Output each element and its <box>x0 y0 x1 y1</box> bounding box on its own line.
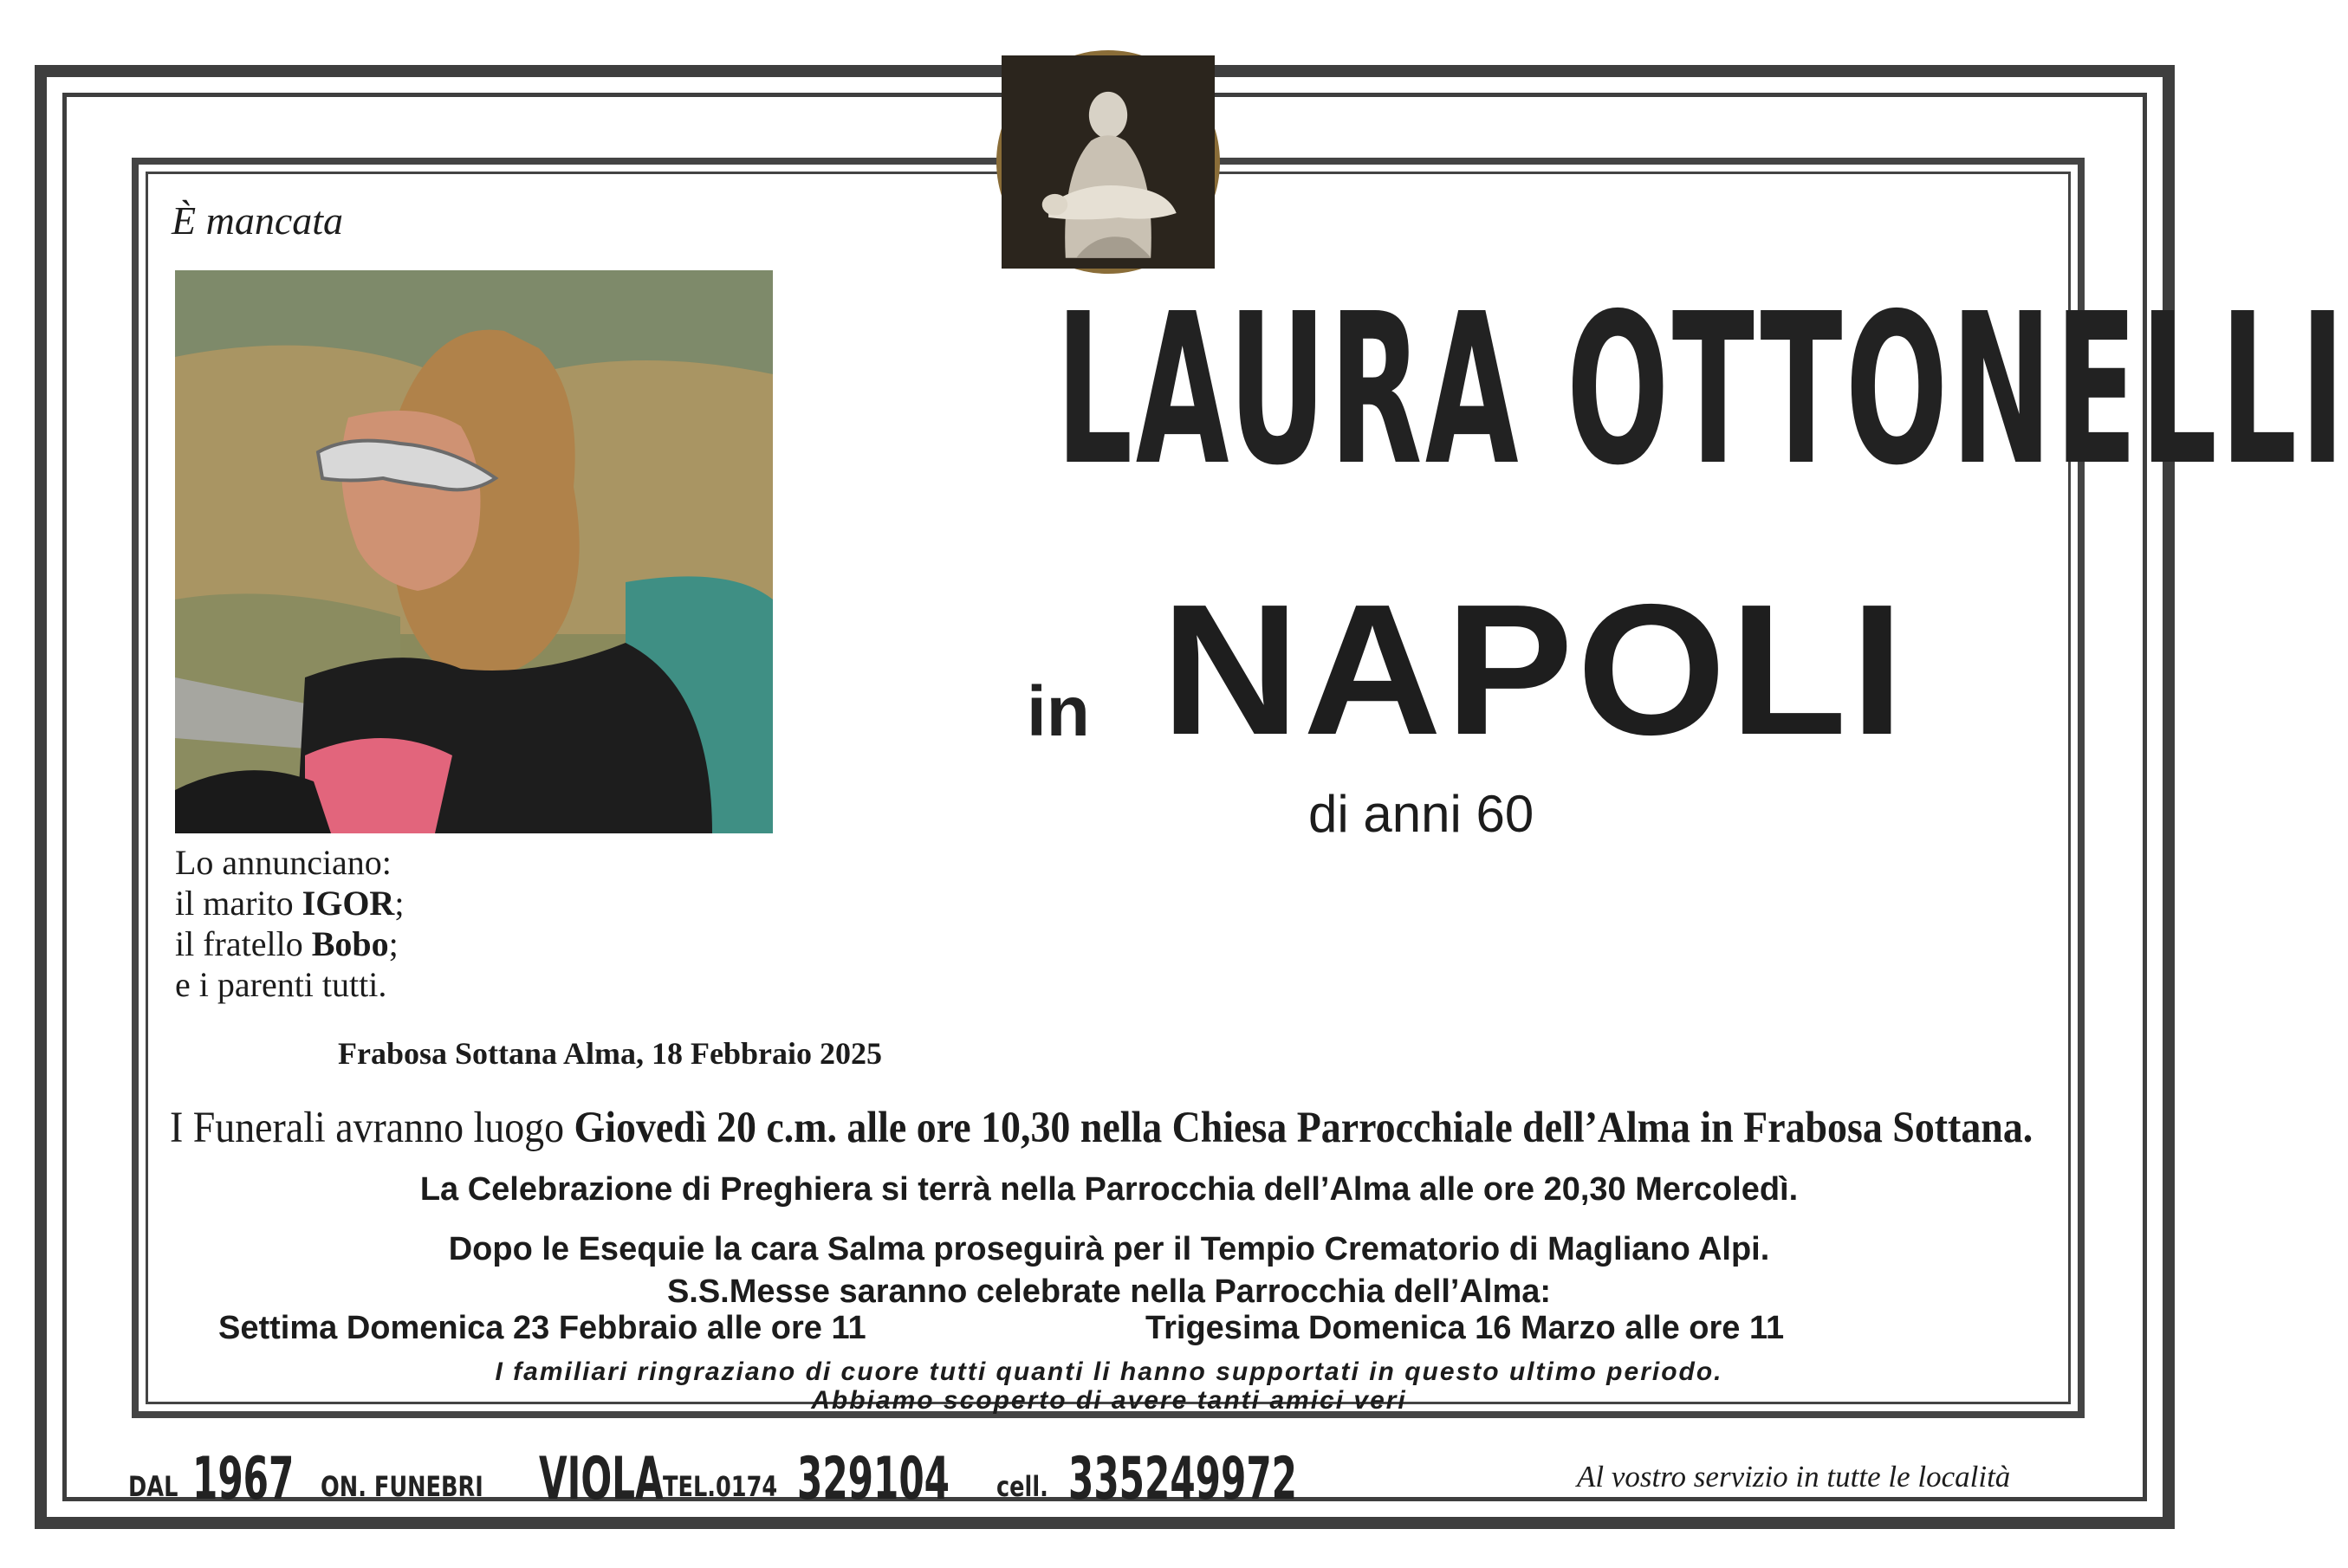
masses-intro: S.S.Messe saranno celebrate nella Parrocchia dell’Alma: <box>666 1273 1552 1310</box>
thanks-line-2: Abbiamo scoperto di avere tanti amici veri <box>811 1386 1407 1415</box>
brother-suffix: ; <box>388 924 399 963</box>
married-name: NAPOLI <box>1161 565 1908 774</box>
husband-suffix: ; <box>394 884 405 923</box>
footer-tel-label: TEL.0174 <box>663 1470 778 1503</box>
husband-name: IGOR <box>302 884 395 923</box>
husband-prefix: il marito <box>175 884 302 923</box>
place-date: Frabosa Sottana Alma, 18 Febbraio 2025 <box>338 1036 883 1071</box>
funeral-prefix: I Funerali avranno luogo <box>170 1104 574 1152</box>
footer-cell-label: cell. <box>996 1470 1048 1503</box>
funeral-info <box>170 1103 2033 1153</box>
announcer-relatives: e i parenti tutti. <box>175 965 387 1004</box>
footer-since-label: DAL <box>128 1470 178 1503</box>
married-prefix: in <box>1027 672 1090 751</box>
footer-company-name: VIOLA <box>539 1445 664 1513</box>
footer-since-year: 1967 <box>192 1445 295 1513</box>
announcers-intro: Lo annunciano: <box>175 843 392 882</box>
footer-service: Al vostro servizio in tutte le località <box>1577 1460 2011 1493</box>
pieta-icon <box>996 50 1220 274</box>
announcer-husband <box>175 883 404 923</box>
footer-tel-number: 329104 <box>797 1445 950 1513</box>
pre-title: È mancata <box>172 198 344 243</box>
footer-cell-number: 335249972 <box>1068 1445 1298 1513</box>
footer-company-label: ON. FUNEBRI <box>321 1470 483 1503</box>
announcer-brother <box>175 923 404 964</box>
announcers <box>175 842 404 1005</box>
brother-name: Bobo <box>311 924 389 963</box>
mass-seventh: Settima Domenica 23 Febbraio alle ore 11 <box>218 1310 866 1346</box>
funeral-details: Giovedì 20 c.m. alle ore 10,30 nella Chiesa Parrocchiale dell’Alma in Frabosa Sottana. <box>574 1104 2033 1152</box>
cremation-info: Dopo le Esequie la cara Salma proseguirà per il Tempio Crematorio di Magliano Alpi. <box>448 1231 1770 1267</box>
celebration-info: La Celebrazione di Preghiera si terrà nella Parrocchia dell’Alma alle ore 20,30 Mercoledì. <box>419 1171 1799 1208</box>
portrait-photo <box>175 270 773 833</box>
deceased-name: LAURA OTTONELLI <box>1055 269 2348 511</box>
brother-prefix: il fratello <box>175 924 312 963</box>
thanks-line-1: I familiari ringraziano di cuore tutti quanti li hanno supportati in questo ultimo periodo. <box>495 1357 1723 1386</box>
deceased-age: di anni 60 <box>1308 785 1534 843</box>
mass-thirtieth: Trigesima Domenica 16 Marzo alle ore 11 <box>1145 1310 1785 1346</box>
